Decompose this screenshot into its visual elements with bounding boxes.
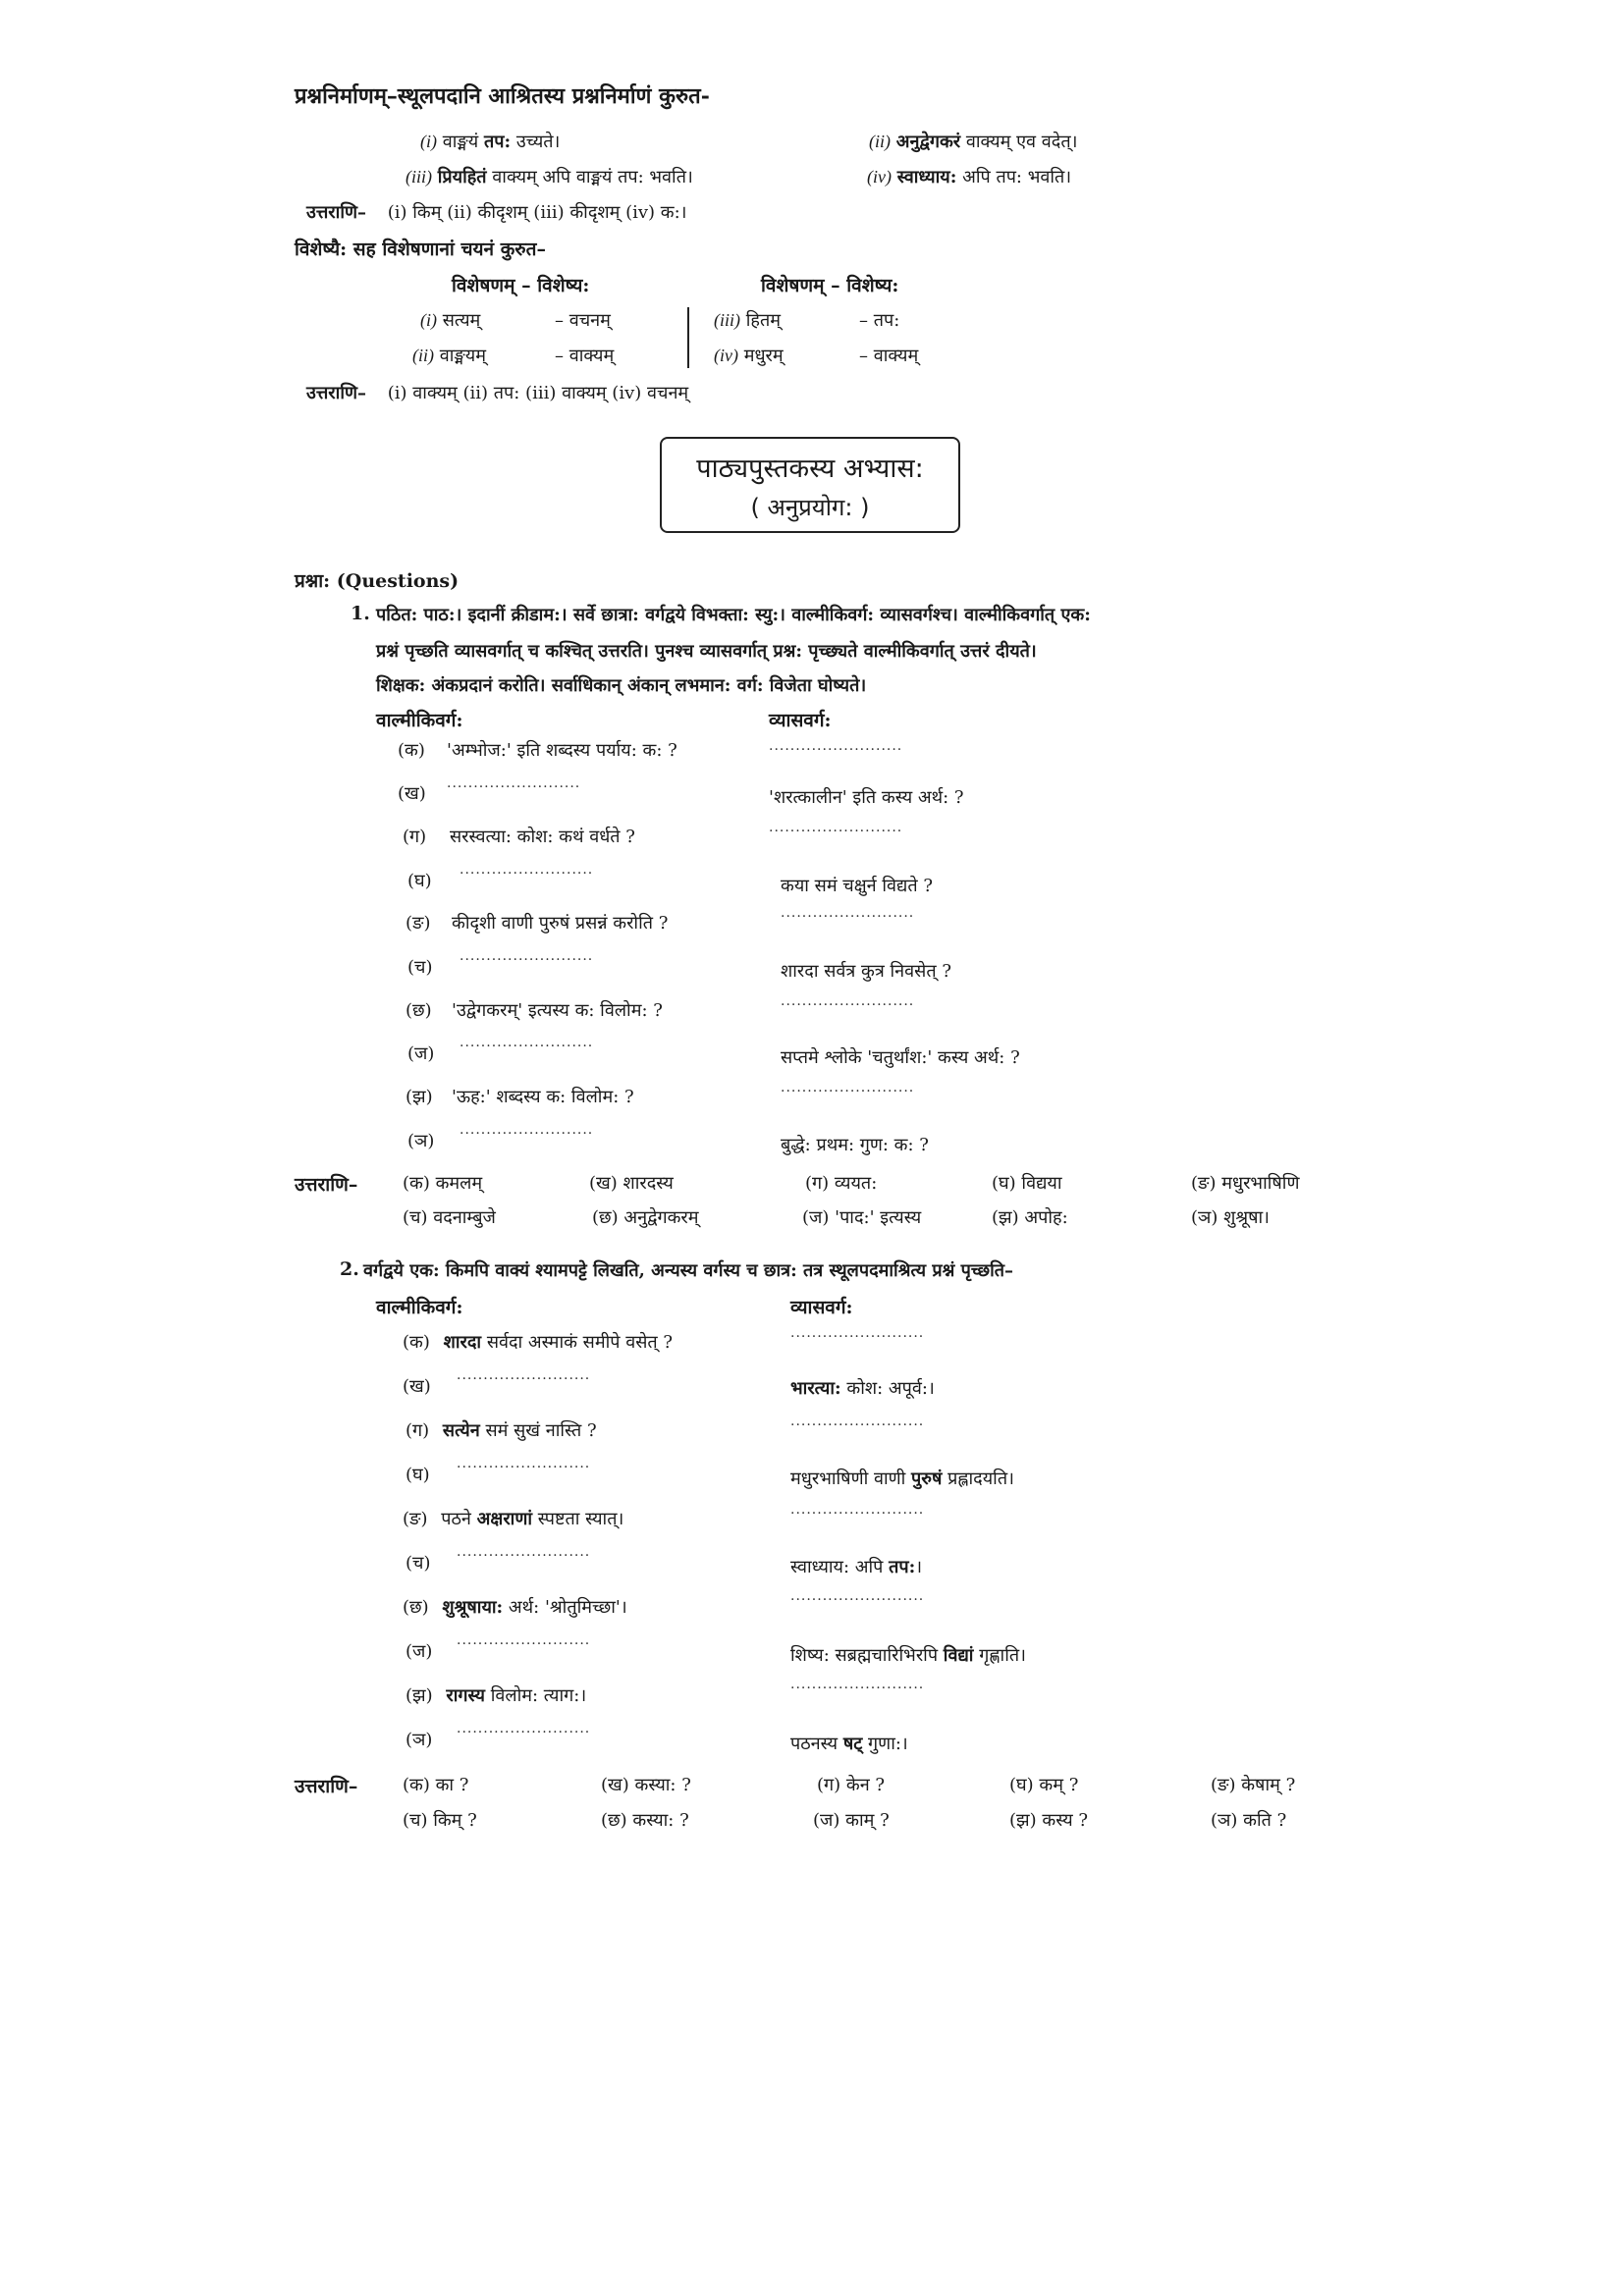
q2-intro: वर्गद्वये एक: किमपि वाक्यं श्यामपट्टे लिखति, अन्यस्य वर्गस्य च छात्र: तत्र स्थूलपदमाश्रित्य प्रश्नं पृच्छति– [363,1260,1014,1281]
row-text: गृह्णाति। [973,1645,1026,1666]
q1-answer: (च) वदनाम्बुजे [403,1207,496,1228]
q2-row-kha-left: ......................... [457,1367,591,1383]
q2-row-ka-right: ......................... [790,1325,925,1341]
adj-col-header-right: विशेषणम् – विशेष्य: [761,275,899,296]
answers-label: उत्तराणि– [306,202,367,223]
row-number: (iv) [714,346,738,365]
adjective: मधुरम् [743,346,784,366]
q2-row-gha-label: (घ) [406,1465,430,1485]
item-number: (iv) [867,167,892,187]
q2-row-nya-left: ......................... [457,1721,591,1736]
question-formation-heading: प्रश्ननिर्माणम्–स्थूलपदानि आश्रितस्य प्रश्ननिर्माणं कुरुत- [295,83,710,109]
row-text: कोश: अपूर्व:। [840,1378,935,1399]
row-text: अर्थ: 'श्रोतुमिच्छा'। [503,1597,627,1618]
q1-row-jha-right: ......................... [781,1080,915,1095]
adj-col-header-left: विशेषणम् – विशेष्य: [452,275,590,296]
q2-row-nya-right [790,1732,908,1755]
row-label: (क) [403,1332,430,1353]
q1-row-cha-left: ......................... [460,948,594,964]
q2-col-left: वाल्मीकिवर्ग: [376,1297,463,1318]
q1-row-ja-label: (ज) [407,1043,435,1064]
item-number: (i) [420,132,437,151]
adjectives-heading: विशेष्यै: सह विशेषणानां चयनं कुरुत– [295,239,547,260]
q1-row-nya-label: (ञ) [407,1131,435,1151]
q1-row-chha-left: 'उद्वेगकरम्' इत्यस्य क: विलोम: ? [452,1000,663,1021]
row-label: (छ) [403,1597,429,1618]
bold-word: अक्षराणां [476,1509,533,1529]
q1-row-ka-left: 'अम्भोज:' इति शब्दस्य पर्याय: क: ? [447,740,677,761]
q2-row-ga-right: ......................... [790,1414,925,1429]
q2-answer: (ख) कस्या: ? [601,1775,691,1795]
q1-row-cha-label: (च) [407,957,433,978]
q1-col-right: व्यासवर्ग: [769,710,832,731]
q2-row-jha [406,1683,586,1707]
q1-row-cha-right: शारदा सर्वत्र कुत्र निवसेत् ? [781,961,951,982]
q1-row-jha-left: 'ऊह:' शब्दस्य क: विलोम: ? [452,1087,634,1107]
q1-answer: (घ) विद्यया [992,1173,1062,1194]
row-label: (ङ) [403,1509,428,1529]
q1-row-nya-right: बुद्धे: प्रथम: गुण: क: ? [781,1135,929,1155]
q1-answer: (ख) शारदस्य [589,1173,674,1194]
q2-row-jha-right: ......................... [790,1677,925,1692]
q1-answer: (झ) अपोह: [992,1207,1068,1228]
bold-word: शारदा [443,1332,482,1353]
adjective: वाङ्मयम् [439,346,487,366]
q1-intro-line-3: शिक्षक: अंकप्रदानं करोति। सर्वाधिकान् अंकान् लभमान: वर्ग: विजेता घोष्यते। [376,675,867,696]
adj-row-1-noun: – वचनम् [555,310,611,331]
q2-row-ka [403,1330,673,1354]
row-text: प्रह्लादयति। [942,1468,1014,1489]
exercise-subtitle: ( अनुप्रयोग: ) [750,494,870,521]
answers-text: (i) वाक्यम् (ii) तप: (iii) वाक्यम् (iv) वचनम् [387,383,689,403]
q1-answer: (क) कमलम् [403,1173,483,1194]
q2-answer: (ञ) कति ? [1211,1810,1287,1831]
q1-row-ga-right: ......................... [769,820,903,835]
q1-answer: (ज) 'पाद:' इत्यस्य [802,1207,922,1228]
item-text: अपि तप: भवति। [956,167,1072,187]
q2-number: 2. [340,1258,359,1280]
adjective: सत्यम् [442,310,481,331]
item-bold: स्वाध्याय: [896,167,957,187]
answers-text: (i) किम् (ii) कीदृशम् (iii) कीदृशम् (iv) क:। [387,202,687,223]
q2-answer: (घ) कम् ? [1009,1775,1079,1795]
item-text: वाक्यम् अपि वाङ्मयं तप: भवति। [486,167,693,187]
bold-word: शुश्रूषाया: [442,1597,504,1618]
bold-word: रागस्य [446,1685,485,1706]
q1-row-nga-label: (ङ) [406,913,431,934]
q1-row-ga-label: (ग) [403,827,427,847]
q2-answer: (ग) केन ? [817,1775,886,1795]
qf-item-2 [869,130,1077,153]
q1-row-gha-label: (घ) [407,871,432,891]
q1-intro-line-1: पठित: पाठ:। इदानीं क्रीडाम:। सर्वे छात्रा: वर्गद्वये विभक्ता: स्यु:। वाल्मीकिवर्ग: व्यासवर्गश्च। वाल्मीकिवर्गात् एक: [376,605,1091,625]
row-text: । [915,1557,923,1577]
row-text: पठनस्य [790,1734,843,1754]
adjective: हितम् [745,310,781,331]
answers-label: उत्तराणि– [306,383,367,403]
q1-row-ka-label: (क) [398,740,425,761]
row-text: शिष्य: सब्रह्मचारिभिरपि [790,1645,944,1666]
q2-row-nga-right: ......................... [790,1502,925,1518]
bold-word: सत्येन [442,1420,480,1441]
q1-row-nya-left: ......................... [460,1122,594,1138]
q2-answer: (क) का ? [403,1775,469,1795]
adj-row-4-noun: – वाक्यम् [859,346,919,366]
q1-row-kha-label: (ख) [398,783,426,804]
qf-item-3 [406,165,693,188]
q2-row-nya-label: (ञ) [406,1730,433,1750]
row-number: (ii) [412,346,434,365]
exercise-title-box [660,437,960,533]
adj-row-3-noun: – तप: [859,310,900,331]
q2-answers-label: उत्तराणि– [295,1776,358,1797]
q2-row-cha-label: (च) [406,1553,431,1574]
q1-answers-label: उत्तराणि– [295,1174,358,1196]
q2-answer: (झ) कस्य ? [1009,1810,1089,1831]
qf-item-4 [867,165,1071,188]
q2-row-cha-right [790,1555,922,1578]
q2-row-kha-label: (ख) [403,1376,431,1397]
q1-answer: (छ) अनुद्वेगकरम् [592,1207,699,1228]
q2-row-gha-left: ......................... [457,1456,591,1471]
q2-row-ja-label: (ज) [406,1641,433,1662]
q1-row-gha-right: कया समं चक्षुर्न विद्यते ? [781,876,933,896]
q2-row-kha-right [790,1376,935,1400]
q2-row-chha [403,1595,627,1619]
row-number: (i) [420,310,437,330]
adj-answers [306,381,688,404]
q2-row-gha-right [790,1467,1014,1490]
row-text: विलोम: त्याग:। [485,1685,587,1706]
row-text: मधुरभाषिणी वाणी [790,1468,912,1489]
item-number: (ii) [869,132,891,151]
bold-word: षट् [842,1734,863,1754]
q2-answer: (छ) कस्या: ? [601,1810,689,1831]
item-bold: अनुद्वेगकरं [895,132,961,152]
item-text: वाक्यम् एव वदेत्। [960,132,1078,152]
row-text: पठने [441,1509,477,1529]
item-bold: प्रियहितं [437,167,487,187]
column-divider [687,307,689,368]
adj-row-4-right [714,344,784,367]
q1-answer: (ङ) मधुरभाषिणि [1191,1173,1300,1194]
q1-row-nga-right: ......................... [781,905,915,921]
adj-row-3-right [714,308,781,332]
row-label: (ग) [406,1420,430,1441]
q2-answer: (ज) काम् ? [813,1810,890,1831]
item-text: उच्यते। [511,132,561,152]
q1-row-chha-right: ......................... [781,993,915,1009]
q1-row-ja-right: सप्तमे श्लोके 'चतुर्थांश:' कस्य अर्थ: ? [781,1047,1020,1068]
row-label: (झ) [406,1685,433,1706]
bold-word: भारत्या: [790,1378,841,1399]
adj-row-1-left [420,308,480,332]
adj-row-2-left [412,344,486,367]
q2-answer: (च) किम् ? [403,1810,477,1831]
q2-row-chha-right: ......................... [790,1588,925,1604]
row-number: (iii) [714,310,740,330]
q2-row-nga [403,1507,623,1530]
q1-row-ja-left: ......................... [460,1035,594,1050]
bold-word: तप: [889,1557,916,1577]
q2-row-ja-right [790,1643,1026,1667]
q1-row-ka-right: ......................... [769,738,903,754]
bold-word: विद्यां [943,1645,974,1666]
qf-answers [306,200,687,224]
row-text: समं सुखं नास्ति ? [479,1420,597,1441]
q1-row-chha-label: (छ) [406,1000,432,1021]
q1-row-kha-left: ......................... [447,775,581,791]
row-text: स्पष्टता स्यात्। [532,1509,624,1529]
row-text: स्वाध्याय: अपि [790,1557,890,1577]
q2-row-ga [406,1418,597,1442]
questions-heading: प्रश्ना: (Questions) [295,570,460,592]
q1-row-jha-label: (झ) [406,1087,433,1107]
item-bold: तप: [483,132,512,152]
q1-row-kha-right: 'शरत्कालीन' इति कस्य अर्थ: ? [769,787,964,808]
row-text: सर्वदा अस्माकं समीपे वसेत् ? [481,1332,674,1353]
q2-row-cha-left: ......................... [457,1544,591,1560]
item-number: (iii) [406,167,432,187]
q1-number: 1. [351,603,370,624]
row-text: गुणा:। [862,1734,908,1754]
q2-row-ja-left: ......................... [457,1632,591,1648]
bold-word: पुरुषं [911,1468,943,1489]
qf-item-1 [420,130,560,153]
item-text: वाङ्मयं [442,132,484,152]
exercise-title: पाठ्यपुस्तकस्य अभ्यास: [696,454,924,484]
q1-answer: (ञ) शुश्रूषा। [1191,1207,1270,1228]
q2-col-right: व्यासवर्ग: [790,1297,853,1318]
q1-row-gha-left: ......................... [460,862,594,878]
adj-row-2-noun: – वाक्यम् [555,346,615,366]
q2-answer: (ङ) केषाम् ? [1211,1775,1296,1795]
q1-row-ga-left: सरस्वत्या: कोश: कथं वर्धते ? [450,827,635,847]
q1-row-nga-left: कीदृशी वाणी पुरुषं प्रसन्नं करोति ? [452,913,669,934]
q1-answer: (ग) व्ययत: [805,1173,878,1194]
q1-intro-line-2: प्रश्नं पृच्छति व्यासवर्गात् च कश्चित् उत्तरति। पुनश्च व्यासवर्गात् प्रश्न: पृच्छ्यते वाल्मीकिवर्गात् उत्तरं दीयते। [376,641,1037,662]
q1-col-left: वाल्मीकिवर्ग: [376,710,463,731]
